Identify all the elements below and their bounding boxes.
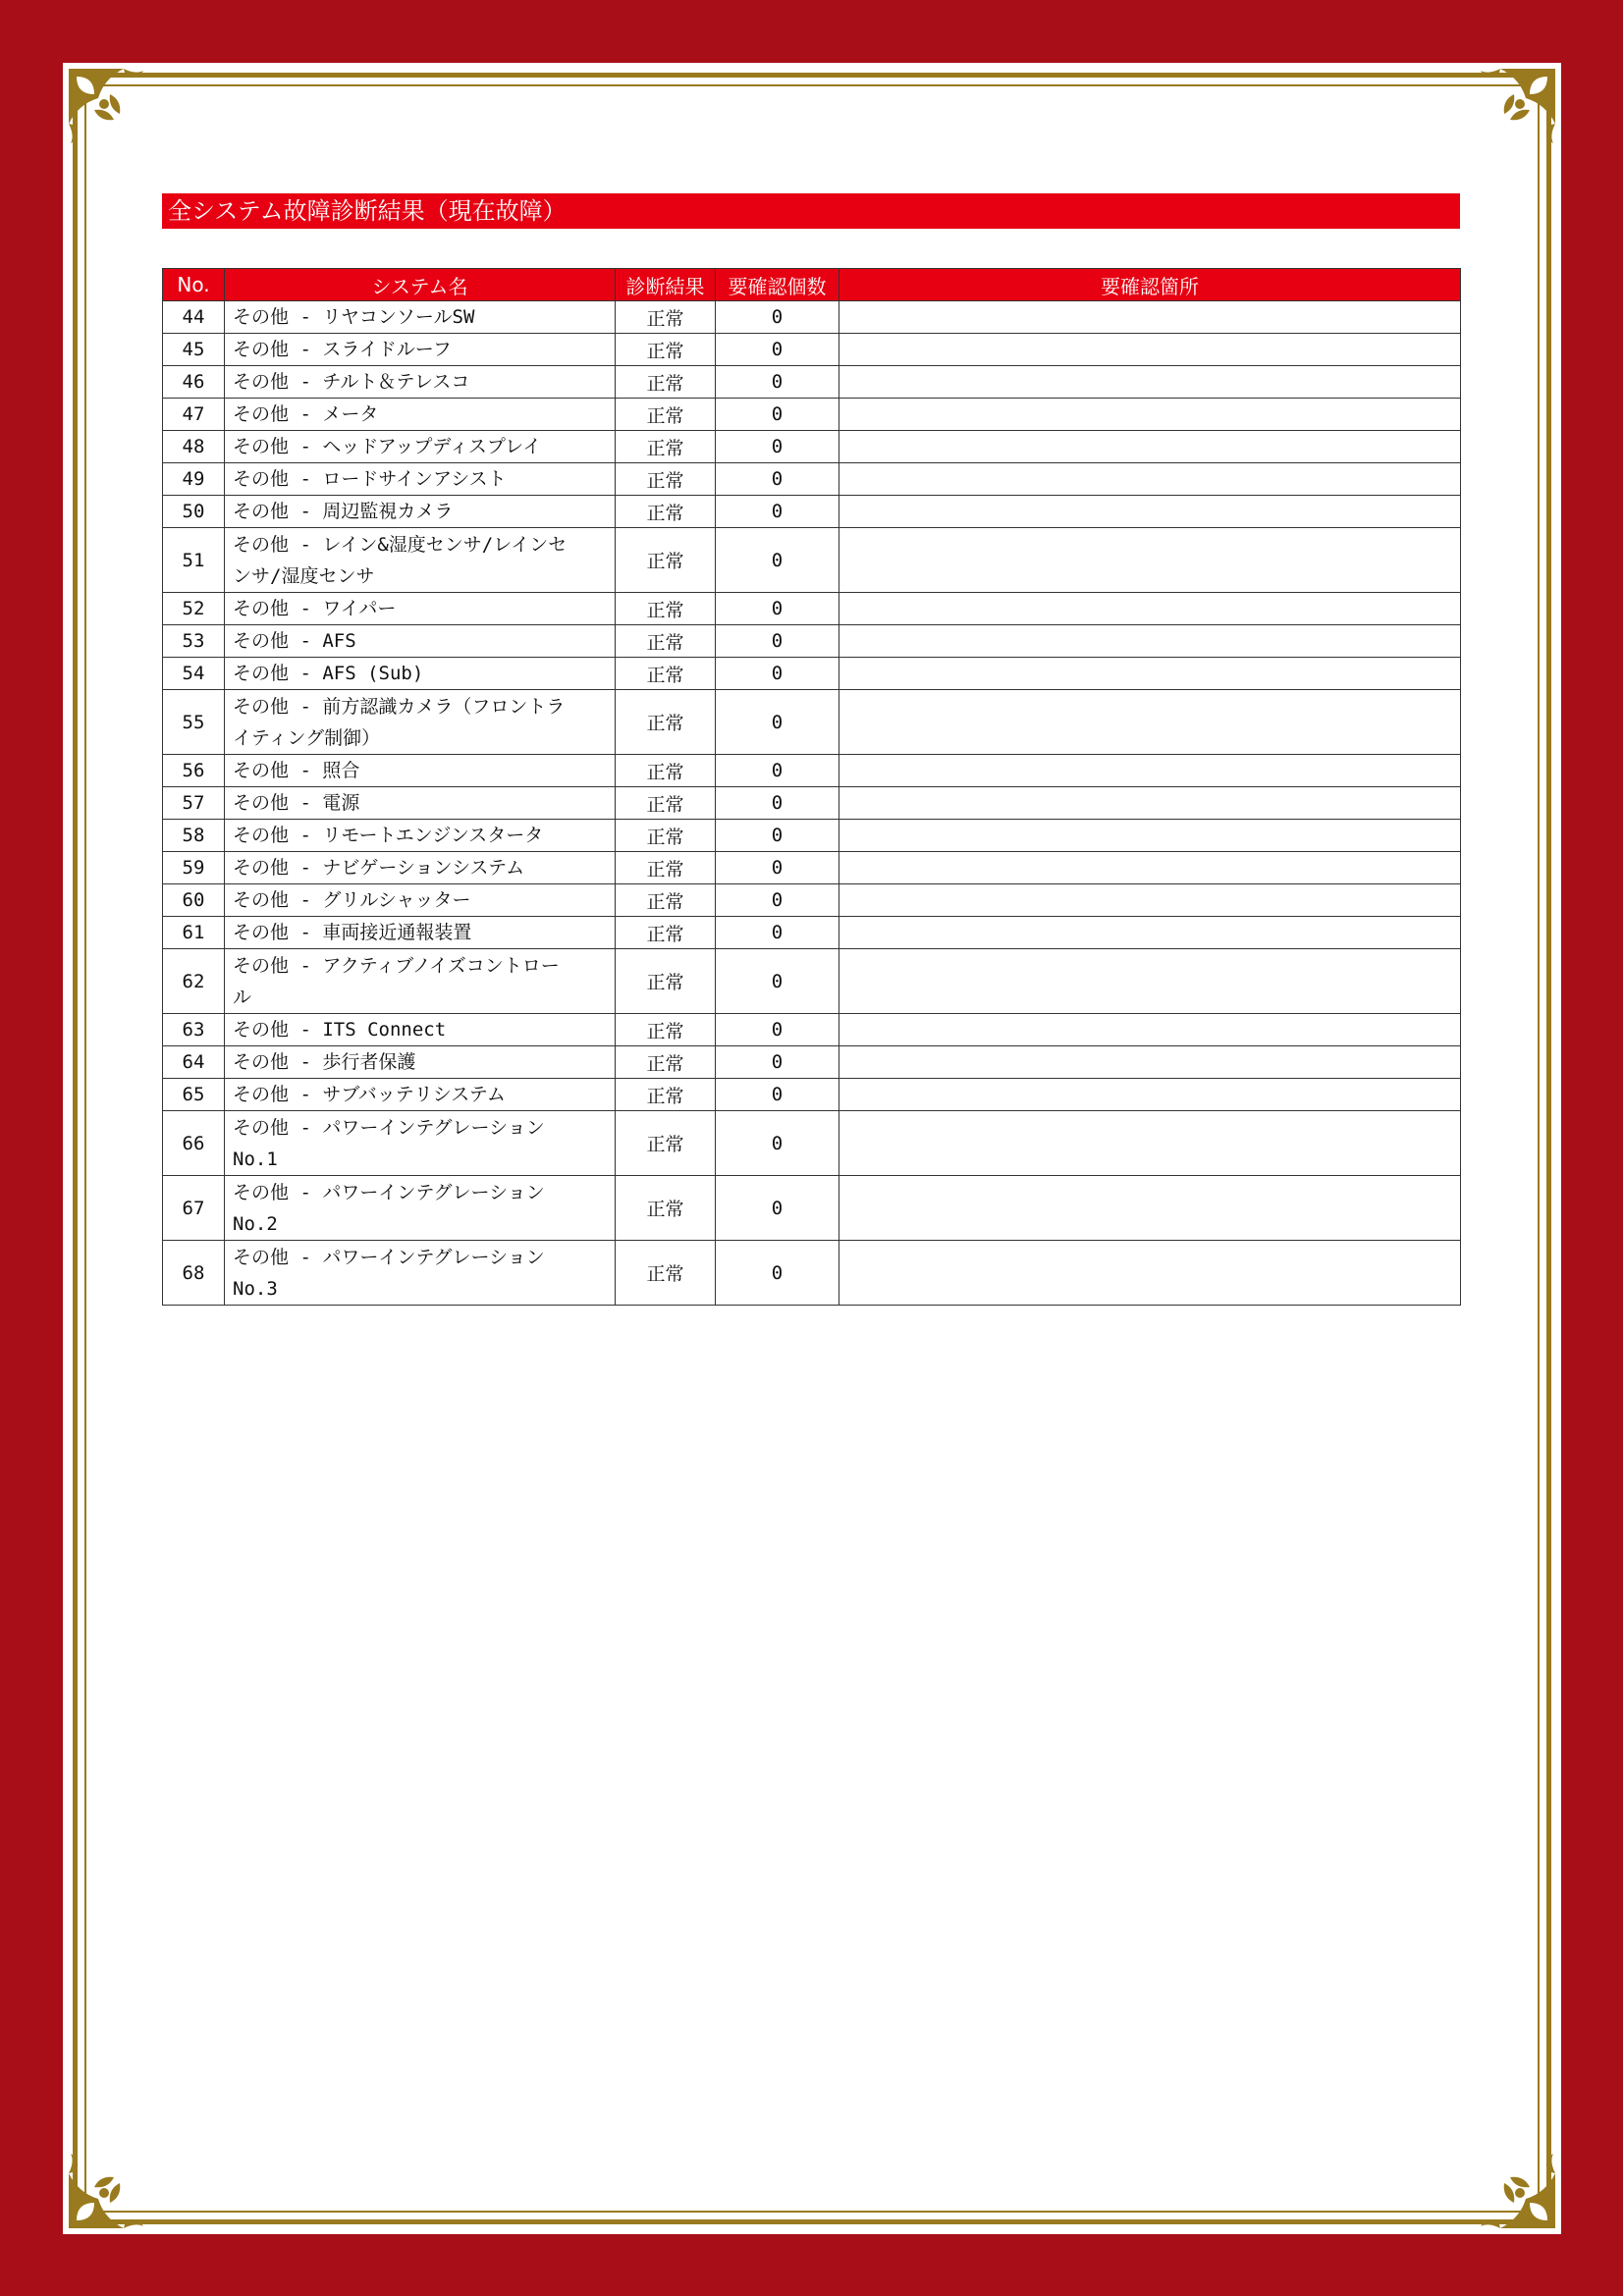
cell-result: 正常: [616, 1111, 716, 1176]
cell-result: 正常: [616, 366, 716, 399]
system-name-line: No.3: [233, 1277, 278, 1300]
cell-system-name: [225, 334, 616, 366]
cell-no: 59: [163, 852, 225, 884]
cell-check-count: 0: [716, 787, 839, 820]
cell-no: 68: [163, 1241, 225, 1306]
header-check-count: 要確認個数: [716, 269, 839, 301]
report-page: [63, 63, 1561, 2234]
cell-system-name: [225, 658, 616, 690]
cell-system-name: [225, 820, 616, 852]
system-name-line: その他 - スライドルーフ: [233, 339, 452, 360]
cell-check-count: 0: [716, 1241, 839, 1306]
cell-result: 正常: [616, 301, 716, 334]
cell-check-location: [839, 1014, 1461, 1046]
cell-check-count: 0: [716, 431, 839, 463]
cell-result: 正常: [616, 884, 716, 917]
cell-check-location: [839, 949, 1461, 1014]
cell-system-name: [225, 399, 616, 431]
cell-check-count: 0: [716, 1014, 839, 1046]
cell-no: 63: [163, 1014, 225, 1046]
system-name-line: その他 - グリルシャッター: [233, 889, 471, 911]
cell-result: 正常: [616, 1176, 716, 1241]
cell-no: 55: [163, 690, 225, 755]
section-title: 全システム故障診断結果（現在故障）: [162, 193, 1460, 229]
ornament-corner-icon: [65, 65, 159, 159]
cell-check-count: 0: [716, 463, 839, 496]
table-row: [163, 787, 1461, 820]
system-name-line: ンサ/湿度センサ: [233, 564, 375, 587]
cell-system-name: [225, 949, 616, 1014]
cell-result: 正常: [616, 496, 716, 528]
system-name-line: その他 - パワーインテグレーション: [233, 1181, 545, 1203]
cell-check-count: 0: [716, 625, 839, 658]
table-row: [163, 1014, 1461, 1046]
table-header-row: [163, 269, 1461, 301]
cell-check-location: [839, 1241, 1461, 1306]
cell-result: 正常: [616, 787, 716, 820]
cell-check-location: [839, 787, 1461, 820]
cell-check-location: [839, 820, 1461, 852]
cell-check-location: [839, 658, 1461, 690]
cell-no: 62: [163, 949, 225, 1014]
table-row: [163, 496, 1461, 528]
table-row: [163, 820, 1461, 852]
cell-no: 65: [163, 1079, 225, 1111]
cell-check-location: [839, 334, 1461, 366]
table-row: [163, 1079, 1461, 1111]
cell-check-count: 0: [716, 1111, 839, 1176]
cell-result: 正常: [616, 593, 716, 625]
cell-check-location: [839, 1176, 1461, 1241]
system-name-line: その他 - AFS (Sub): [233, 663, 424, 684]
cell-result: 正常: [616, 820, 716, 852]
cell-check-location: [839, 625, 1461, 658]
system-name-line: その他 - サブバッテリシステム: [233, 1084, 506, 1105]
cell-system-name: [225, 690, 616, 755]
cell-check-location: [839, 917, 1461, 949]
cell-check-location: [839, 366, 1461, 399]
cell-check-count: 0: [716, 755, 839, 787]
cell-check-location: [839, 399, 1461, 431]
cell-check-count: 0: [716, 852, 839, 884]
system-name-line: その他 - ITS Connect: [233, 1019, 447, 1041]
cell-check-count: 0: [716, 496, 839, 528]
cell-result: 正常: [616, 658, 716, 690]
system-name-line: ル: [233, 986, 252, 1008]
system-name-line: その他 - 前方認識カメラ（フロントラ: [233, 695, 566, 718]
table-row: [163, 593, 1461, 625]
header-no: No.: [163, 269, 225, 301]
cell-system-name: [225, 1014, 616, 1046]
cell-system-name: [225, 301, 616, 334]
table-row: [163, 334, 1461, 366]
cell-result: 正常: [616, 690, 716, 755]
system-name-line: No.1: [233, 1148, 278, 1170]
cell-system-name: [225, 431, 616, 463]
cell-check-location: [839, 431, 1461, 463]
cell-no: 45: [163, 334, 225, 366]
cell-system-name: [225, 625, 616, 658]
table-row: [163, 463, 1461, 496]
cell-no: 54: [163, 658, 225, 690]
cell-result: 正常: [616, 1014, 716, 1046]
cell-no: 66: [163, 1111, 225, 1176]
cell-no: 52: [163, 593, 225, 625]
system-name-line: その他 - AFS: [233, 630, 356, 652]
cell-check-location: [839, 852, 1461, 884]
cell-no: 57: [163, 787, 225, 820]
cell-result: 正常: [616, 949, 716, 1014]
cell-check-count: 0: [716, 820, 839, 852]
cell-no: 64: [163, 1046, 225, 1079]
table-row: [163, 528, 1461, 593]
system-name-line: その他 - 車両接近通報装置: [233, 922, 472, 943]
cell-check-location: [839, 1079, 1461, 1111]
cell-check-count: 0: [716, 1046, 839, 1079]
cell-result: 正常: [616, 399, 716, 431]
table-row: [163, 1046, 1461, 1079]
cell-check-location: [839, 463, 1461, 496]
header-result: 診断結果: [616, 269, 716, 301]
cell-check-location: [839, 301, 1461, 334]
cell-check-count: 0: [716, 399, 839, 431]
system-name-line: その他 - 周辺監視カメラ: [233, 501, 454, 522]
cell-check-location: [839, 690, 1461, 755]
cell-no: 56: [163, 755, 225, 787]
table-row: [163, 301, 1461, 334]
system-name-line: その他 - 歩行者保護: [233, 1051, 416, 1073]
system-name-line: その他 - 照合: [233, 760, 360, 781]
system-name-line: その他 - リヤコンソールSW: [233, 306, 475, 328]
cell-result: 正常: [616, 431, 716, 463]
cell-system-name: [225, 917, 616, 949]
header-check-location: 要確認箇所: [839, 269, 1461, 301]
cell-result: 正常: [616, 1046, 716, 1079]
table-row: [163, 1111, 1461, 1176]
cell-check-count: 0: [716, 1176, 839, 1241]
table-row: [163, 625, 1461, 658]
table-row: [163, 399, 1461, 431]
cell-check-count: 0: [716, 366, 839, 399]
cell-system-name: [225, 1176, 616, 1241]
cell-system-name: [225, 496, 616, 528]
table-row: [163, 949, 1461, 1014]
ornament-corner-icon: [1465, 2138, 1559, 2232]
system-name-line: イティング制御）: [233, 726, 381, 749]
table-row: [163, 658, 1461, 690]
cell-check-count: 0: [716, 658, 839, 690]
cell-check-count: 0: [716, 528, 839, 593]
cell-check-count: 0: [716, 690, 839, 755]
table-row: [163, 755, 1461, 787]
cell-system-name: [225, 528, 616, 593]
system-name-line: No.2: [233, 1212, 278, 1235]
header-system-name: システム名: [225, 269, 616, 301]
system-name-line: その他 - パワーインテグレーション: [233, 1116, 545, 1139]
cell-check-count: 0: [716, 1079, 839, 1111]
cell-no: 47: [163, 399, 225, 431]
cell-result: 正常: [616, 625, 716, 658]
table-row: [163, 431, 1461, 463]
cell-no: 60: [163, 884, 225, 917]
cell-system-name: [225, 884, 616, 917]
cell-check-location: [839, 528, 1461, 593]
table-row: [163, 1176, 1461, 1241]
cell-check-count: 0: [716, 917, 839, 949]
table-row: [163, 852, 1461, 884]
ornament-corner-icon: [1465, 65, 1559, 159]
system-name-line: その他 - メータ: [233, 403, 379, 425]
cell-result: 正常: [616, 1241, 716, 1306]
cell-result: 正常: [616, 852, 716, 884]
cell-system-name: [225, 1079, 616, 1111]
cell-check-location: [839, 1046, 1461, 1079]
cell-system-name: [225, 852, 616, 884]
cell-result: 正常: [616, 917, 716, 949]
cell-no: 53: [163, 625, 225, 658]
cell-no: 67: [163, 1176, 225, 1241]
table-row: [163, 1241, 1461, 1306]
cell-result: 正常: [616, 334, 716, 366]
system-name-line: その他 - ロードサインアシスト: [233, 468, 507, 490]
ornament-corner-icon: [65, 2138, 159, 2232]
system-name-line: その他 - レイン&湿度センサ/レインセ: [233, 533, 568, 556]
cell-result: 正常: [616, 755, 716, 787]
cell-system-name: [225, 366, 616, 399]
cell-result: 正常: [616, 528, 716, 593]
system-name-line: その他 - パワーインテグレーション: [233, 1246, 545, 1268]
cell-check-count: 0: [716, 593, 839, 625]
table-row: [163, 366, 1461, 399]
table-row: [163, 690, 1461, 755]
system-name-line: その他 - アクティブノイズコントロー: [233, 954, 560, 977]
cell-result: 正常: [616, 1079, 716, 1111]
cell-check-location: [839, 593, 1461, 625]
cell-check-count: 0: [716, 334, 839, 366]
cell-system-name: [225, 1111, 616, 1176]
system-name-line: その他 - ナビゲーションシステム: [233, 857, 525, 879]
cell-no: 49: [163, 463, 225, 496]
cell-check-location: [839, 1111, 1461, 1176]
cell-system-name: [225, 463, 616, 496]
cell-system-name: [225, 593, 616, 625]
cell-result: 正常: [616, 463, 716, 496]
cell-no: 51: [163, 528, 225, 593]
cell-no: 50: [163, 496, 225, 528]
cell-no: 46: [163, 366, 225, 399]
cell-system-name: [225, 1241, 616, 1306]
cell-no: 58: [163, 820, 225, 852]
table-row: [163, 917, 1461, 949]
cell-system-name: [225, 1046, 616, 1079]
cell-system-name: [225, 787, 616, 820]
table-row: [163, 884, 1461, 917]
cell-no: 44: [163, 301, 225, 334]
system-name-line: その他 - リモートエンジンスタータ: [233, 825, 544, 846]
cell-check-count: 0: [716, 884, 839, 917]
cell-check-location: [839, 496, 1461, 528]
cell-check-count: 0: [716, 301, 839, 334]
cell-no: 61: [163, 917, 225, 949]
cell-check-location: [839, 884, 1461, 917]
cell-check-location: [839, 755, 1461, 787]
system-name-line: その他 - 電源: [233, 792, 360, 814]
diagnosis-table: [162, 268, 1461, 1306]
cell-system-name: [225, 755, 616, 787]
system-name-line: その他 - チルト＆テレスコ: [233, 371, 470, 393]
system-name-line: その他 - ヘッドアップディスプレイ: [233, 436, 542, 457]
cell-no: 48: [163, 431, 225, 463]
system-name-line: その他 - ワイパー: [233, 598, 397, 619]
cell-check-count: 0: [716, 949, 839, 1014]
